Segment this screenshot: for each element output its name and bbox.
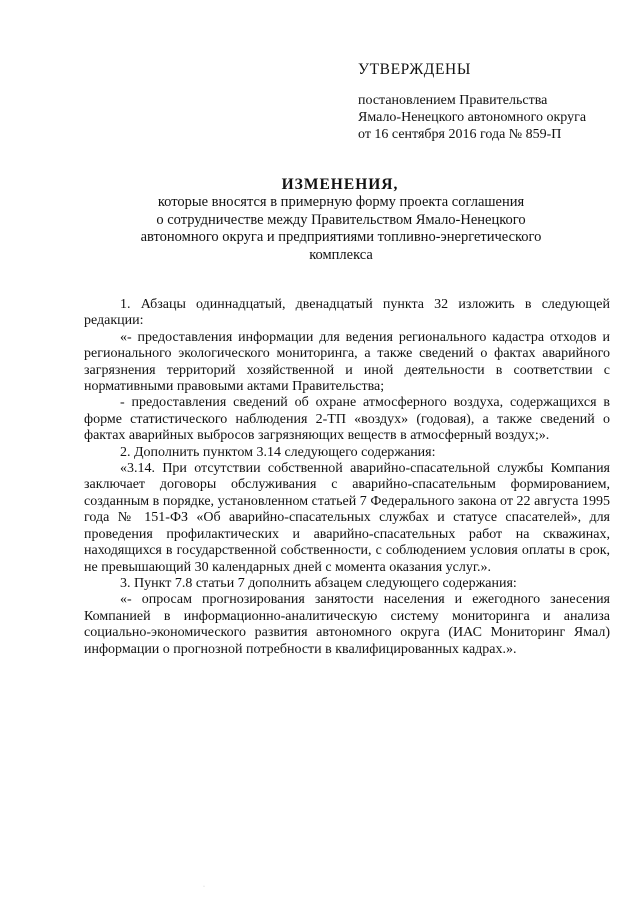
paragraph-quote: «- предоставления информации для ведения регионального кадастра отходов и регионального экологического мониторинга, а также сведений о фактах аварийного загрязнения территорий хозяйственной и иной деятельности в соответствии с нормативными правовыми актами Правительства; xyxy=(84,329,610,395)
paragraph-item-2: 2. Дополнить пунктом 3.14 следующего содержания: xyxy=(120,444,436,460)
paragraph-quote: «3.14. При отсутствии собственной аварийно-спасательной службы Компания заключает договоры обслуживания с аварийно-спасательным формированием, созданным в порядке, установленном статьей 7 Федерального закона от 22 августа 1995 года № 151-ФЗ «Об аварийно-спасательных службах и статусе спасателей», для проведения профилактических и аварийно-спасательных работ на скважинах, находящихся в государственной собственности, с соблюдением условия оплаты в срок, не превышающий 30 календарных дней с момента оказания услуг.». xyxy=(84,461,610,575)
document-body xyxy=(84,297,610,658)
document-subtitle-line: о сотрудничестве между Правительством Ямало-Ненецкого xyxy=(156,211,526,228)
approval-line: Ямало-Ненецкого автономного округа xyxy=(358,110,587,125)
document-subtitle-line: которые вносятся в примерную форму проекта соглашения xyxy=(157,194,525,210)
approval-line: от 16 сентября 2016 года № 859-П xyxy=(358,127,562,142)
document-subtitle-line: комплекса xyxy=(309,246,373,263)
approval-block xyxy=(358,60,618,143)
document-heading xyxy=(0,175,640,264)
approval-line: постановлением Правительства xyxy=(358,93,548,108)
document-title: ИЗМЕНЕНИЯ, xyxy=(281,176,399,193)
approval-title: УТВЕРЖДЕНЫ xyxy=(358,61,471,78)
paragraph-quote: - предоставления сведений об охране атмосферного воздуха, содержащихся в форме статистического наблюдения 2-ТП «воздух» (годовая), а также сведений о фактах аварийных выбросов загрязняющих веществ в атмосферный воздух;». xyxy=(84,395,610,444)
paragraph-quote: «- опросам прогнозирования занятости населения и ежегодного занесения Компанией в информационно-аналитическую систему мониторинга и анализа социально-экономического развития автономного округа (ИАС Мониторинг Ямал) информации о прогнозной потребности в квалифицированных кадрах.». xyxy=(84,592,610,657)
document-subtitle-line: автономного округа и предприятиями топливно-энергетического xyxy=(140,229,542,245)
scan-dot: · xyxy=(203,884,205,890)
paragraph-item-3: 3. Пункт 7.8 статьи 7 дополнить абзацем следующего содержания: xyxy=(120,575,517,591)
paragraph-item-1: 1. Абзацы одиннадцатый, двенадцатый пункта 32 изложить в следующей редакции: xyxy=(84,297,610,329)
